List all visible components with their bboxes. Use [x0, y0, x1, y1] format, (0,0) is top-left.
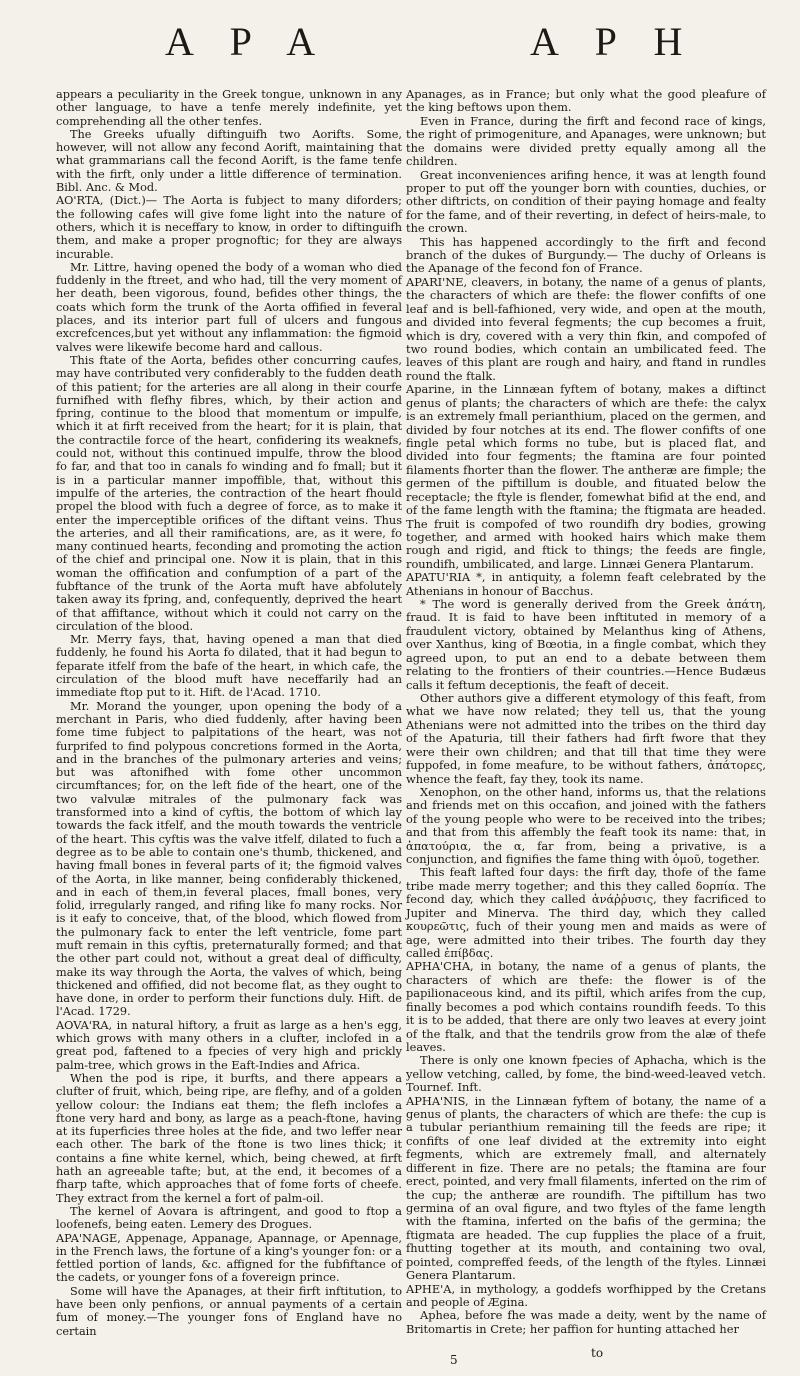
paragraph: This ftate of the Aorta, befides other concurring caufes, may have contributed very confiderably to the fudden death of this patient; for the arteries are all along in their courfe furnifhed with flefhy fibres, which, by their action and fpring, continue to the blood that momentum or impulfe, which it at firft received from the heart; for it is plain, that the contractile force of the heart, confidering its weaknefs, could not, without this continued impulfe, throw the blood fo far, and that too in canals fo winding and fo fmall; but it is in a particular manner impoffible, that, without this impulfe of the arteries, the contraction of the heart fhould propel the blood with fuch a degree of force, as to make it enter the imperceptible orifices of the diftant veins. Thus the arteries, and all their ramifications, are, as it were, fo many continued hearts, feconding and promoting the action of the chief and principal one. Now it is plain, that in this woman the offification and confumption of a part of the fubftance of the trunk of the Aorta muft have abfolutely taken away its fpring, and, confequently, deprived the heart of that affiftance, without which it could not carry on the circulation of the blood.	[56, 353, 402, 633]
paragraph: The kernel of Aovara is aftringent, and good to ftop a loofenefs, being eaten. Lemery des Drogues.	[56, 1204, 402, 1232]
paragraph: This has happened accordingly to the firft and fecond branch of the dukes of Burgundy.— The duchy of Orleans is the Apanage of the fecond fon of France.	[406, 234, 766, 276]
entry-aphacha: APHA'CHA, in botany, the name of a genus of plants, the characters of which are thefe: the flower is of the papilionaceous kind, and its piftil, which arifes from the cup, finally becomes a pod which contains roundifh feeds. To this it is to be added, that there are only two leaves at every joint of the ftalk, and that the tendrils grow from the alæ of thefe leaves.	[406, 959, 766, 1054]
paragraph: This feaft lafted four days: the firft day, thofe of the fame tribe made merry together; and this they called δορπία. The fecond day, which they called ἀνάῤῥυσις, they facrificed to Jupiter and Minerva. The third day, which they called κουρεῶτις, fuch of their young men and maids as were of age, were admitted into their tribes. The fourth day they called ἐπίβδας.	[406, 865, 766, 960]
entry-aparine-linnaean: Aparine, in the Linnæan fyftem of botany, makes a diftinct genus of plants; the characters of which are thefe: the calyx is an extremely fmall perianthium, placed on the germen, and divided by four notches at its end. The flower confifts of one fingle petal which forms no tube, but is placed flat, and divided into four fegments; the ftamina are four pointed filaments fhorter than the flower. The antheræ are fimple; the germen of the piftillum is double, and fituated below the receptacle; the ftyle is flender, fomewhat bifid at the end, and of the fame length with the ftamina; the ftigmata are headed. The fruit is compofed of two roundifh dry bodies, growing together, and armed with hooked hairs which make them rough and rigid, and ftick to things; the feeds are fingle, roundifh, umbilicated, and large. Linnæi Genera Plantarum.	[406, 382, 766, 571]
entry-apaturia: APATU'RIA *, in antiquity, a folemn feaft celebrated by the Athenians in honour of Bacchus.	[406, 570, 766, 598]
paragraph: Apanages, as in France; but only what the good pleafure of the king beftows upon them.	[406, 87, 766, 115]
left-column	[56, 88, 402, 1338]
entry-aparine: APARI'NE, cleavers, in botany, the name of a genus of plants, the characters of which are thefe: the flower confifts of one leaf and is bell-fafhioned, very wide, and open at the mouth, and divided into feveral fegments; the cup becomes a fruit, which is dry, covered with a very thin fkin, and compofed of two round bodies, which contain an umbilicated feed. The leaves of this plant are rough and hairy, and ftand in rundles round the ftalk.	[406, 274, 766, 383]
paragraph: Even in France, during the firft and fecond race of kings, the right of primogeniture, and Apanages, were unknown; but the domains were divided pretty equally among all the children.	[406, 113, 766, 169]
paragraph: When the pod is ripe, it burfts, and there appears a clufter of fruit, which, being ripe, are flefhy, and of a golden yellow colour: the Indians eat them; the flefh inclofes a ftone very hard and bony, as large as a peach-ftone, having at its fuperficies three holes at the fide, and two leffer near each other. The bark of the ftone is two lines thick; it contains a fine white kernel, which, being chewed, at firft hath an agreeable tafte; but, at the end, it becomes of a fharp tafte, which approaches that of fome forts of cheefe. They extract from the kernel a fort of palm-oil.	[56, 1071, 402, 1205]
paragraph: Aphea, before fhe was made a deity, went by the name of Britomartis in Crete; her paffion for hunting attached her	[406, 1308, 766, 1336]
running-head-right: A P H	[530, 19, 697, 64]
paragraph: There is only one known fpecies of Aphacha, which is the yellow vetching, called, by fome, the bind-weed-leaved vetch. Tournef. Inft.	[406, 1053, 766, 1095]
signature-mark: 5	[450, 1353, 458, 1367]
entry-aphea: APHE'A, in mythology, a goddefs worfhipped by the Cretans and people of Ægina.	[406, 1281, 766, 1309]
paragraph: appears a peculiarity in the Greek tongue, unknown in any other language, to have a tenfe merely indefinite, yet comprehending all the other tenfes.	[56, 88, 402, 128]
entry-apanage: APA'NAGE, Appenage, Appanage, Apannage, or Apennage, in the French laws, the fortune of a king's younger fon: or a fettled portion of lands, &c. affigned for the fubfiftance of the cadets, or younger fons of a fovereign prince.	[56, 1231, 402, 1285]
paragraph: Great inconveniences arifing hence, it was at length found proper to put off the younger born with counties, duchies, or other diftricts, on condition of their paying homage and fealty for the fame, and of their reverting, in defect of heirs-male, to the crown.	[406, 167, 766, 236]
entry-aovara: AOVA'RA, in natural hiftory, a fruit as large as a hen's egg, which grows with many others in a clufter, inclofed in a great pod, faftened to a fpecies of very high and prickly palm-tree, which grows in the Eaft-Indies and Africa.	[56, 1018, 402, 1072]
paragraph: Mr. Littre, having opened the body of a woman who died fuddenly in the ftreet, and who had, till the very moment of her death, been vigorous, found, befides other things, the coats which form the trunk of the Aorta offified in feveral places, and its interior part full of ulcers and fungous excrefcences,but yet without any inflammation: the figmoid valves were likewife become hard and callous.	[56, 260, 402, 354]
paragraph: Mr. Morand the younger, upon opening the body of a merchant in Paris, who died fuddenly, after having been fome time fubject to palpitations of the heart, was not furprifed to find polypous concretions formed in the Aorta, and in the branches of the pulmonary arteries and veins; but was aftonifhed with fome other uncommon circumftances; for, on the left fide of the heart, one of the two valvulæ mitrales of the pulmonary fack was transformed into a kind of cyftis, the bottom of which lay towards the fack itfelf, and the mouth towards the ventricle of the heart. This cyftis was the valve itfelf, dilated to fuch a degree as to be able to contain one's thumb, thickened, and having fmall bones in feveral parts of it; the figmoid valves of the Aorta, in like manner, being confiderably thickened, and in each of them,in feveral places, fmall bones, very folid, irregularly ranged, and rifing like fo many rocks. Nor is it eafy to conceive, that, of the blood, which flowed from the pulmonary fack to enter the left ventricle, fome part muft remain in this cyftis, preternaturally formed; and that the other part could not, without a great deal of difficulty, make its way through the Aorta, the valves of which, being thickened and offified, did not become flat, as they ought to have done, in order to perform their functions duly. Hift. de l'Acad. 1729.	[56, 699, 402, 1019]
catchword: to	[591, 1346, 604, 1360]
paragraph: Other authors give a different etymology of this feaft, from what we have now related; they tell us, that the young Athenians were not admitted into the tribes on the third day of the Apaturia, till their fathers had firft fwore that they were their own children; and that till that time they were fuppofed, in fome meafure, to be without fathers, ἀπάτορες, whence the feaft, fay they, took its name.	[406, 690, 766, 786]
running-head-left: A P A	[165, 19, 330, 64]
footnote: * The word is generally derived from the Greek ἀπάτη, fraud. It is faid to have been inftituted in memory of a fraudulent victory, obtained by Melanthus king of Athens, over Xanthus, king of Bœotia, in a fingle combat, which they agreed upon, to put an end to a debate between them relating to the frontiers of their countries.—Hence Budæus calls it feftum deceptionis, the feaft of deceit.	[406, 597, 766, 692]
paragraph: The Greeks ufually diftinguifh two Aorifts. Some, however, will not allow any fecond Aorift, maintaining that what grammarians call the fecond Aorift, is the fame tenfe with the firft, only under a little difference of termination. Bibl. Anc. & Mod.	[56, 127, 402, 195]
paragraph: Xenophon, on the other hand, informs us, that the relations and friends met on this occafion, and joined with the fathers of the young people who were to be received into the tribes; and that from this affembly the feaft took its name: that, in ἀπατούρια, the α, far from, being a privative, is a conjunction, and fignifies the fame thing with ὁμοῦ, together.	[406, 784, 766, 867]
right-column	[406, 88, 766, 1336]
paragraph: Mr. Merry fays, that, having opened a man that died fuddenly, he found his Aorta fo dilated, that it had begun to feparate itfelf from the bafe of the heart, in which cafe, the circulation of the blood muft have neceffarily had an immediate ftop put to it. Hift. de l'Acad. 1710.	[56, 633, 402, 700]
paragraph: Some will have the Apanages, at their firft inftitution, to have been only penfions, or annual payments of a certain fum of money.—The younger fons of England have no certain	[56, 1284, 402, 1338]
entry-aphanis: APHA'NIS, in the Linnæan fyftem of botany, the name of a genus of plants, the characters of which are thefe: the cup is a tubular perianthium remaining till the feeds are ripe; it confifts of one leaf divided at the extremity into eight fegments, which are extremely fmall, and alternately different in fize. There are no petals; the ftamina are four erect, pointed, and very fmall filaments, inferted on the rim of the cup; the antheræ are roundifh. The piftillum has two germina of an oval figure, and two ftyles of the fame length with the ftamina, inferted on the bafis of the germina; the ftigmata are headed. The cup fupplies the place of a fruit, fhutting together at its mouth, and containing two oval, pointed, compreffed feeds, of the length of the ftyles. Linnæi Genera Plantarum.	[406, 1093, 766, 1283]
entry-aorta: AO'RTA, (Dict.)— The Aorta is fubject to many diforders; the following cafes will give fome light into the nature of others, which it is neceffary to know, in order to diftinguifh them, and make a proper prognoftic; for they are always incurable.	[56, 194, 402, 261]
